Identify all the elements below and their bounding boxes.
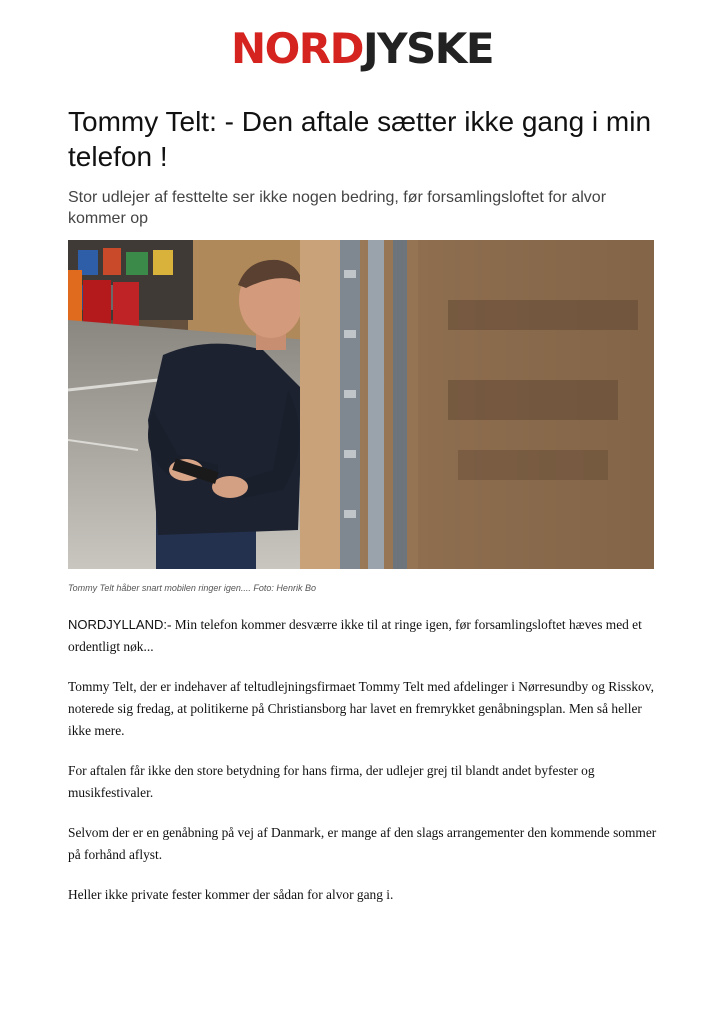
article-subheadline: Stor udlejer af festtelte ser ikke nogen bedring, før forsamlingsloftet for alvor kommer op	[68, 189, 607, 227]
nordjyske-logo[interactable]	[0, 24, 724, 74]
article-body	[68, 614, 658, 924]
article-paragraph-1	[68, 614, 658, 658]
paragraph-text: - Min telefon kommer desværre ikke til at ringe igen, før forsamlingsloftet hæves med et ordentligt nøk...	[68, 617, 642, 654]
article-paragraph-2: Tommy Telt, der er indehaver af teltudlejningsfirmaet Tommy Telt med afdelinger i Nørresundby og Risskov, noterede sig fredag, at politikerne på Christiansborg har lavet en fremrykket genåbningsplan. Men så heller ikke mere.	[68, 679, 654, 738]
article-paragraph-5: Heller ikke private fester kommer der sådan for alvor gang i.	[68, 887, 394, 902]
logo-jyske-text: JYSKE	[363, 24, 494, 73]
logo-nord-text: NORD	[230, 24, 364, 73]
article-headline: Tommy Telt: - Den aftale sætter ikke gang i min telefon !	[68, 106, 652, 172]
article-photo	[68, 240, 654, 569]
photo-caption: Tommy Telt håber snart mobilen ringer igen.... Foto: Henrik Bo	[68, 583, 316, 593]
article-paragraph-3: For aftalen får ikke den store betydning for hans firma, der udlejer grej til blandt andet byfester og musikfestivaler.	[68, 763, 595, 800]
article-dateline: NORDJYLLAND:	[68, 617, 167, 632]
article-paragraph-4: Selvom der er en genåbning på vej af Danmark, er mange af den slags arrangementer den kommende sommer på forhånd aflyst.	[68, 825, 657, 862]
